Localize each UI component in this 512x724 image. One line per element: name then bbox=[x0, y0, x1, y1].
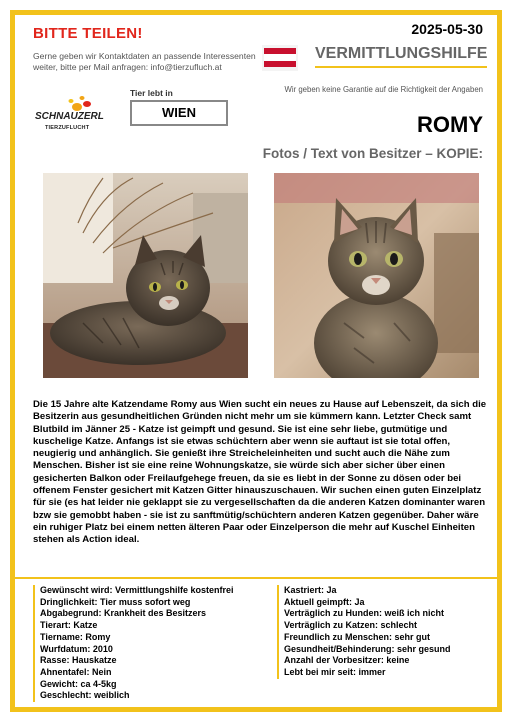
photos-heading: Fotos / Text von Besitzer – KOPIE: bbox=[262, 146, 483, 161]
detail-item: Abgabegrund: Krankheit des Besitzers bbox=[40, 608, 207, 619]
cat-photo-lying bbox=[43, 173, 248, 378]
detail-item: Wurfdatum: 2010 bbox=[40, 643, 113, 654]
detail-item: Kastriert: Ja bbox=[284, 585, 337, 595]
contact-text: Gerne geben wir Kontaktdaten an passende Interessenten weiter, bitte per Mail anfragen: info@tierzufluch.at bbox=[33, 51, 256, 72]
detail-item: Verträglich zu Hunden: weiß ich nicht bbox=[284, 608, 445, 619]
details-right bbox=[277, 585, 484, 679]
austria-flag-icon bbox=[262, 45, 298, 71]
detail-item: Ahnentafel: Nein bbox=[40, 666, 112, 677]
disclaimer-text: Wir geben keine Garantie auf die Richtigkeit der Angaben bbox=[284, 85, 483, 94]
cat-name: ROMY bbox=[417, 112, 483, 137]
schnauzerl-logo bbox=[35, 95, 107, 139]
details-left bbox=[33, 585, 275, 702]
flyer-frame bbox=[10, 10, 502, 712]
detail-item: Anzahl der Vorbesitzer: keine bbox=[284, 655, 410, 666]
logo-sub-text: TIERZUFLUCHT bbox=[45, 125, 90, 131]
share-banner: BITTE TEILEN! bbox=[33, 25, 143, 42]
detail-item: Gesundheit/Behinderung: sehr gesund bbox=[284, 643, 451, 654]
detail-item: Lebt bei mir seit: immer bbox=[284, 666, 386, 677]
page-title: VERMITTLUNGSHILFE bbox=[315, 45, 487, 68]
detail-item: Gewicht: ca 4-5kg bbox=[40, 678, 117, 689]
detail-item: Aktuell geimpft: Ja bbox=[284, 596, 365, 607]
location-label: Tier lebt in bbox=[130, 88, 173, 98]
detail-item: Dringlichkeit: Tier muss sofort weg bbox=[40, 596, 191, 607]
location-city: WIEN bbox=[130, 100, 228, 126]
detail-item: Gewünscht wird: Vermittlungshilfe kostenfrei bbox=[40, 585, 234, 595]
detail-item: Tiername: Romy bbox=[40, 631, 111, 642]
detail-item: Rasse: Hauskatze bbox=[40, 655, 117, 666]
detail-item: Verträglich zu Katzen: schlecht bbox=[284, 620, 418, 631]
detail-item: Freundlich zu Menschen: sehr gut bbox=[284, 631, 431, 642]
detail-item: Tierart: Katze bbox=[40, 620, 98, 631]
description-text: Die 15 Jahre alte Katzendame Romy aus Wien sucht ein neues zu Hause auf Lebenszeit, da sich die Besitzerin aus gesundheitlichen Gründen nicht mehr um sie kümmern kann. Letzter Check samt Blutbild im Jänner 25 - Katze ist geimpft und gesund. Sie ist eine sehr liebe, gutmütige und kuschelige Katze. Anfangs ist sie etwas schüchtern aber wenn sie auftaut ist sie total offen, neugierig und anhänglich. Sie genießt ihre Streicheleinheiten und sucht auch die Nähe zum Menschen. Bisher ist sie eine reine Wohnungskatze, sie würde sich aber sicher über einen gesicherten Balkon oder Freilaufgehege freuen, da sie es liebt in der Sonne zu dösen oder bei offenem Fenster gesichert mit Katzen Gitter hinauszuschauen. Wir suchen einen guten Einzelplatz für sie (es hat leider nie geklappt sie zu vergesellschaften da die anderen Katzen dominanter waren bzw sie gemobbt haben - sie ist zu sanftmütig/schüchtern anderen Katzen gegenüber. Daher wäre ein ruhiger Platz bei einem netten älteren Paar oder Einzelperson die mehr auf Kuschel Einheiten stehen als Action ideal. bbox=[33, 399, 487, 546]
date-label: 2025-05-30 bbox=[411, 21, 483, 37]
cat-photo-sitting bbox=[274, 173, 479, 378]
divider bbox=[15, 577, 497, 579]
detail-item: Geschlecht: weiblich bbox=[40, 690, 130, 701]
logo-main-text: SCHNAUZERL bbox=[35, 111, 104, 122]
